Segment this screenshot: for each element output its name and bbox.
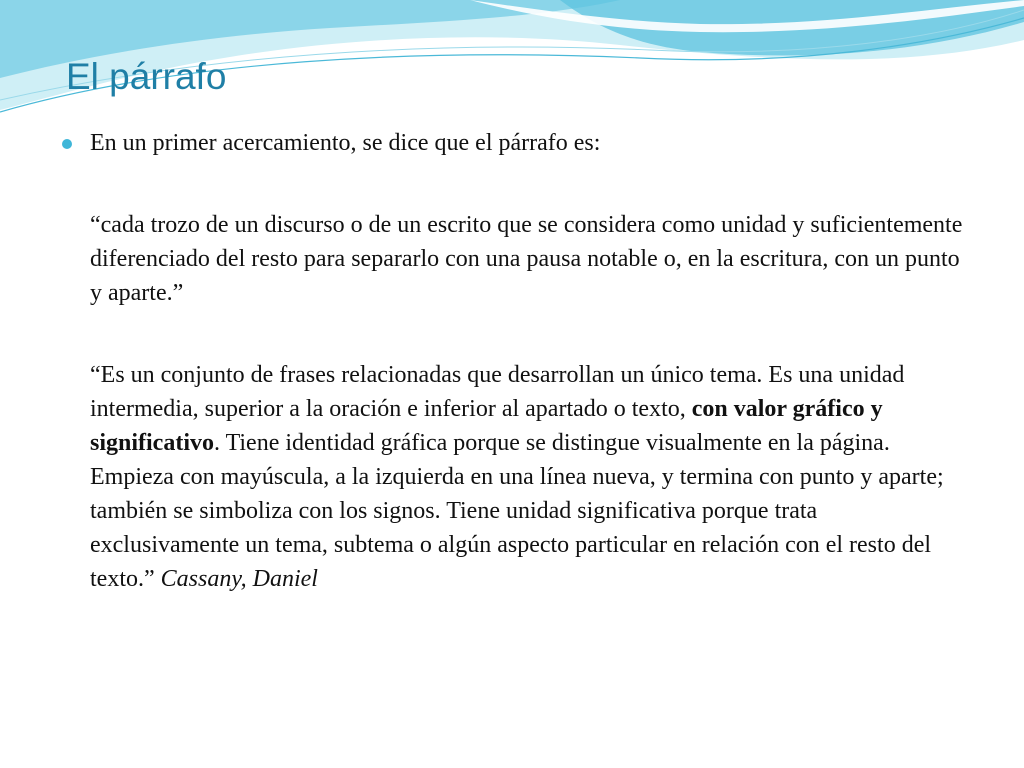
bullet-text: En un primer acercamiento, se dice que el párrafo es: bbox=[90, 130, 601, 156]
quote2-text-2: . Tiene identidad gráfica porque se distingue visualmente en la página. Empieza con mayúscula, a la izquierda en una línea nueva, y termina con punto y aparte; también se simboliza con los signos. Tiene unidad significativa porque trata exclusivamente un tema, subtema o algún aspecto particular en relación con el resto del texto.” bbox=[90, 430, 944, 592]
bullet-icon bbox=[62, 139, 72, 149]
quote2-text-1: “Es un conjunto de frases relacionadas que desarrollan un único tema. Es una unidad intermedia, superior a la oración e inferior al apartado o texto, bbox=[90, 362, 905, 422]
bullet-item bbox=[62, 126, 962, 160]
quote-paragraph-2 bbox=[90, 358, 970, 596]
slide-title: El párrafo bbox=[66, 56, 227, 97]
quote-paragraph-1: “cada trozo de un discurso o de un escrito que se considera como unidad y suficientemente diferenciado del resto para separarlo con una pausa notable o, en la escritura, con un punto y aparte.” bbox=[90, 212, 963, 306]
quote2-author: Cassany, Daniel bbox=[160, 566, 318, 592]
quote2-bold-text: con valor gráfico y significativo bbox=[90, 396, 883, 456]
